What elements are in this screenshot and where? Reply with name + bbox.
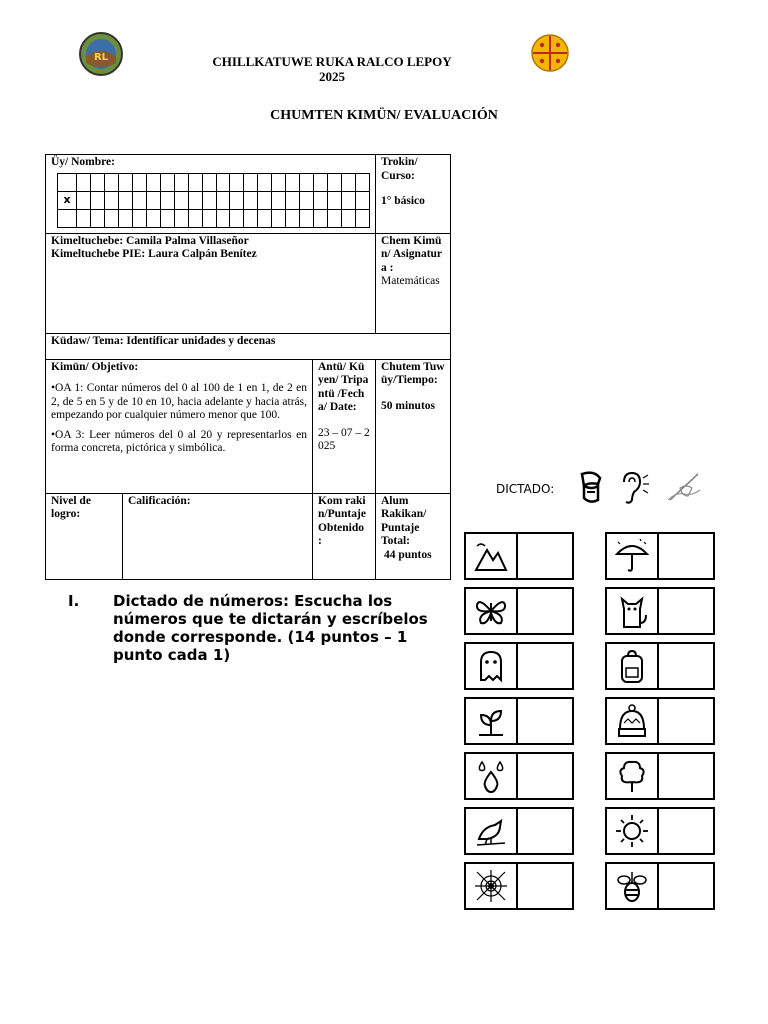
bee-icon [607,864,659,908]
speaking-mouth-icon [574,470,608,506]
dictation-card [464,642,574,690]
school-name: CHILLKATUWE RUKA RALCO LEPOY [212,54,452,69]
time-cell [376,359,451,493]
dictation-card [464,862,574,910]
objective-oa1: •OA 1: Contar números del 0 al 100 de 1 en 1, de 2 en 2, de 5 en 5 y de 10 en 10, hacia adelante y hacia atrás, empezando por cualquier número menor que 100. [51,382,307,421]
sprout-icon [466,699,518,743]
name-label: Üy/ Nombre: [51,156,115,168]
objective-oa3: •OA 3: Leer números del 0 al 20 y representarlos en forma concreta, pictórica y simbólica. [51,428,307,454]
score-total-label: Alum Rakikan/ Puntaje Total: [381,494,427,547]
course-label: Trokin/ Curso: [381,156,418,182]
sun-icon [607,809,659,853]
water-drops-icon [466,754,518,798]
answer-box[interactable] [518,809,572,853]
listening-ear-icon [616,470,650,506]
cat-icon [607,589,659,633]
dictation-card [464,807,574,855]
bird-icon [466,809,518,853]
date-cell [313,359,376,493]
objective-cell [46,359,313,493]
pie-teacher-name: Kimeltuchebe PIE: Laura Calpán Benítez [51,248,257,260]
dictation-card [605,587,715,635]
subject-cell [376,233,451,333]
answer-box[interactable] [659,809,713,853]
dictation-card [605,697,715,745]
answer-box[interactable] [659,644,713,688]
course-value: 1° básico [381,195,425,207]
answer-box[interactable] [518,534,572,578]
score-obtained-cell: Kom rakin/Puntaje Obtenido : [313,493,376,579]
school-year: 2025 [319,69,345,84]
name-grid[interactable] [57,173,370,228]
umbrella-icon [607,534,659,578]
dictado-label: DICTADO: [496,482,555,496]
date-label: Antü/ Küyen/ Tripantü /Fecha/ Date: [318,360,369,413]
evaluation-info-table [45,154,451,580]
dictation-card [605,807,715,855]
dictation-card [464,697,574,745]
butterfly-icon [466,589,518,633]
answer-box[interactable] [518,754,572,798]
grade-cell: Calificación: [123,493,313,579]
name-cell [46,155,376,234]
answer-box[interactable] [518,864,572,908]
section-number: I. [68,592,80,610]
dictation-card [464,587,574,635]
tree-icon [607,754,659,798]
dictation-card [605,862,715,910]
section-text: Dictado de números: Escucha los números que te dictarán y escríbelos donde corresponde. (14 puntos – 1 punto cada 1) [113,592,428,664]
backpack-icon [607,644,659,688]
score-total-value: 44 puntos [384,548,432,561]
teacher-name: Kimeltuchebe: Camila Palma Villaseñor [51,234,249,247]
score-total-cell [376,493,451,579]
answer-box[interactable] [518,699,572,743]
answer-box[interactable] [659,589,713,633]
mountain-icon [466,534,518,578]
answer-box[interactable] [659,699,713,743]
date-value: 23 – 07 – 2025 [318,426,370,452]
answer-box[interactable] [659,754,713,798]
wool-hat-icon [607,699,659,743]
subject-label: Chem Kimün/ Asignatura : [381,234,443,274]
answer-box[interactable] [518,589,572,633]
svg-text:RL: RL [93,52,109,63]
dictation-card [464,752,574,800]
answer-box[interactable] [659,534,713,578]
subject-value: Matemáticas [381,275,440,287]
dictation-card [605,532,715,580]
time-value: 50 minutos [381,399,435,412]
achievement-level-cell: Nivel de logro: [46,493,123,579]
time-label: Chutem Tuwüy/Tiempo: [381,360,445,386]
name-grid-mark: x [58,191,77,209]
dictation-card [605,752,715,800]
answer-box[interactable] [518,644,572,688]
spiderweb-icon [466,864,518,908]
answer-box[interactable] [659,864,713,908]
ghost-icon [466,644,518,688]
course-cell [376,155,451,234]
writing-hand-icon [662,470,704,506]
teachers-cell [46,233,376,333]
page-title: CHUMTEN KIMÜN/ EVALUACIÓN [270,108,498,123]
topic-cell: Küdaw/ Tema: Identificar unidades y decenas [46,333,451,359]
dictation-card [464,532,574,580]
school-header [0,54,664,84]
objective-label: Kimün/ Objetivo: [51,360,139,373]
dictation-card [605,642,715,690]
